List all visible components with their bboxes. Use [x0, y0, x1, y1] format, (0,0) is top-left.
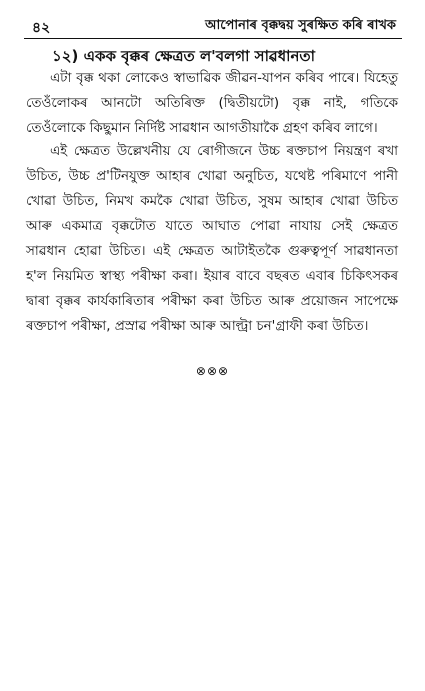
body-paragraph-2: এই ক্ষেত্ৰত উল্লেখনীয় যে ৰোগীজনে উচ্চ ৰক্তচাপ নিয়ন্ত্ৰণ ৰখা উচিত, উচ্চ প্ৰ'টিনযুক্ত আহাৰ খোৱা অনুচিত, যথেষ্ট পৰিমাণে পানী খোৱা উচিত, নিমখ কমকৈ খোৱা উচিত, সুষম আহাৰ খোৱা উচিত আৰু একমাত্ৰ বৃক্কটোত যাতে আঘাত পোৱা নাযায় সেই ক্ষেত্ৰত সাৱধান হোৱা উচিত। এই ক্ষেত্ৰত আটাইতকৈ গুৰুত্বপূৰ্ণ সাৱধানতা হ'ল নিয়মিত স্বাস্থ্য পৰীক্ষা কৰা। ইয়াৰ বাবে বছৰত এবাৰ চিকিৎসকৰ দ্বাৰা বৃক্কৰ কাৰ্যকাৰিতাৰ পৰীক্ষা কৰা উচিত আৰু প্ৰয়োজন সাপেক্ষে ৰক্তচাপ পৰীক্ষা, প্ৰস্ৰাৱ পৰীক্ষা আৰু আল্ট্ৰা চন'গ্ৰাফী কৰা উচিত। — [26, 144, 398, 334]
section-end-ornament: ⊗⊗⊗ — [195, 364, 230, 378]
running-header — [24, 10, 402, 39]
section-heading: ১২) একক বৃক্কৰ ক্ষেত্ৰত ল'বলগা সাৱধানতা — [52, 47, 316, 65]
page-number: ৪২ — [32, 20, 51, 36]
running-title: আপোনাৰ বৃক্কদ্বয় সুৰক্ষিত কৰি ৰাখক — [205, 18, 396, 33]
body-paragraph-1: এটা বৃক্ক থকা লোকেও স্বাভাৱিক জীৱন-যাপন কৰিব পাৰে। যিহেতু তেওঁলোকৰ আনটো অতিৰিক্ত (দ্বিতীয়টো) বৃক্ক নাই, গতিকে তেওঁলোকে কিছুমান নিৰ্দিষ্ট সাৱধান আগতীয়াকৈ গ্ৰহণ কৰিব লাগে। — [26, 71, 398, 136]
